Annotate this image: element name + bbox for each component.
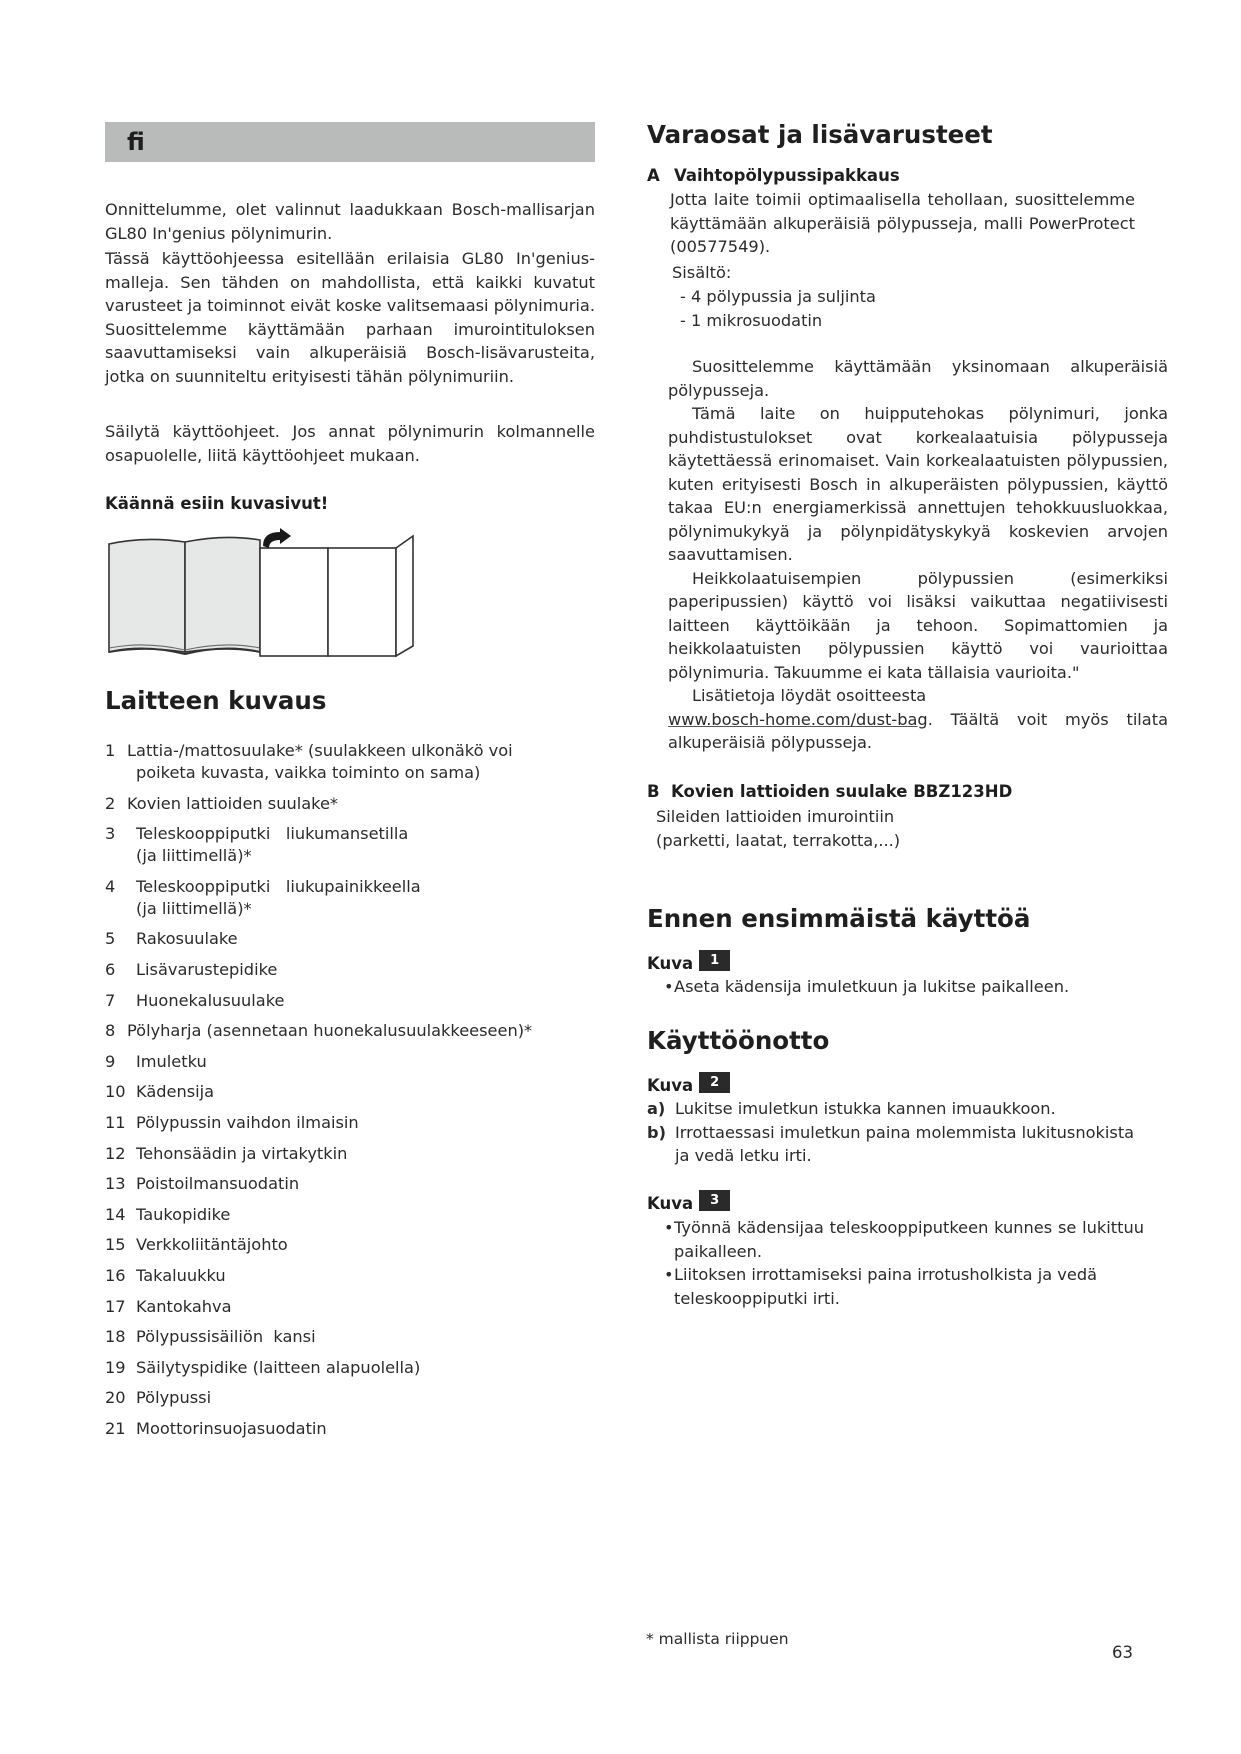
turn-arrow-icon [263,528,291,548]
figure-3-steps [664,1216,1144,1310]
more-info-paragraph: Lisätietoja löydät osoitteesta www.bosch-home.com/dust-bag. Täältä voit myös tilata alkuperäisiä pölypusseja. [668,686,1168,752]
step-b: b) Irrottaessasi imuletkun paina molemmista lukitusnokista ja vedä letku irti. [647,1122,1135,1165]
list-item: 10 Kädensija [105,1082,215,1102]
figure-3-reference: Kuva 3 [647,1190,730,1213]
spare-parts-title: Varaosat ja lisävarusteet [647,120,993,149]
bullet-step-2: • Liitoksen irrottamiseksi paina irrotusholkista ja vedä teleskooppiputki irti. [664,1263,1144,1310]
list-item: - 4 pölypussia ja suljinta [680,287,876,306]
keep-instructions [105,420,595,467]
parts-list [105,740,605,1448]
bullet-icon: • [664,1218,674,1237]
intro-paragraph-3: Säilytä käyttöohjeet. Jos annat pölynimurin kolmannelle osapuolelle, liitä käyttöohjeet mukaan. [105,422,595,465]
list-item: 11 Pölypussin vaihdon ilmaisin [105,1112,359,1132]
list-item: 19 Säilytyspidike (laitteen alapuolella) [105,1357,421,1377]
list-item: 17 Kantokahva [105,1296,232,1316]
first-use-step: • Aseta kädensija imuletkuun ja lukitse paikalleen. [664,975,1164,999]
list-item: 12 Tehonsäädin ja virtakytkin [105,1143,348,1163]
bullet-icon: • [664,1265,674,1284]
list-item: 13 Poistoilmansuodatin [105,1174,300,1194]
before-first-use-title: Ennen ensimmäistä käyttöä [647,904,1031,933]
figure-2-steps [647,1097,1147,1168]
list-item: 2 Kovien lattioiden suulake* [105,793,339,813]
contents-list [680,285,876,333]
bullet-step-1: • Työnnä kädensijaa teleskooppiputkeen kunnes se lukittuu paikalleen. [664,1216,1144,1263]
turn-pages-label: Käännä esiin kuvasivut! [105,494,329,513]
list-item: 3 Teleskooppiputki liukumansetilla (ja liittimellä)* [105,824,409,866]
recommend-paragraph-2: Tämä laite on huipputehokas pölynimuri, jonka puhdistustulokset ovat korkealaatuisia pölypusseja käytettäessä erinomaiset. Vain korkealaatuisten pölypussien, kuten erityisesti Bosch in alkuperäisten pölypussien, käyttö takaa EU:n energiamerkissä annettujen tehokkuusluokkaa, pölynimukykyä ja pölynpidätyskykyä koskevien arvojen saavuttamisen. [668,404,1168,564]
book-fold-out-illustration [105,528,425,668]
section-a-text: Jotta laite toimii optimaalisella tehollaan, suosittelemme käyttämään alkuperäisiä pölypusseja, malli PowerProtect (00577549). [670,190,1135,256]
list-item: 18 Pölypussisäiliön kansi [105,1327,316,1347]
language-header-band [105,122,595,162]
language-code: fi [127,128,145,156]
list-item: 7 Huonekalusuulake [105,990,285,1010]
list-item: 16 Takaluukku [105,1265,226,1285]
figure-number-badge: 2 [699,1072,730,1093]
figure-number-badge: 3 [699,1190,730,1211]
figure-number-badge: 1 [699,950,730,971]
section-b-text: Sileiden lattioiden imurointiin (parketti, laatat, terrakotta,...) [656,807,901,850]
bullet-icon: • [664,977,674,996]
list-item: 1 Lattia-/mattosuulake* (suulakkeen ulkonäkö voi poiketa kuvasta, vaikka toiminto on sama) [105,741,513,782]
device-description-title: Laitteen kuvaus [105,686,327,715]
figure-2-reference: Kuva 2 [647,1072,730,1095]
recommend-paragraph-1: Suosittelemme käyttämään yksinomaan alkuperäisiä pölypusseja. [668,357,1168,400]
list-item: 14 Taukopidike [105,1204,231,1224]
contents-label: Sisältö: [672,263,732,282]
recommendation-text [668,355,1168,755]
list-item: 9 Imuletku [105,1051,207,1071]
list-item: - 1 mikrosuodatin [680,311,823,330]
commissioning-title: Käyttöönotto [647,1026,830,1055]
intro-paragraph-1: Onnittelumme, olet valinnut laadukkaan Bosch-mallisarjan GL80 In'genius pölynimurin. [105,200,595,243]
intro-section [105,198,595,388]
dust-bag-link[interactable]: www.bosch-home.com/dust-bag [668,709,928,729]
figure-1-reference: Kuva 1 [647,950,730,973]
footnote: * mallista riippuen [646,1630,789,1648]
list-item: 5 Rakosuulake [105,929,238,949]
list-item: 6 Lisävarustepidike [105,959,278,979]
list-item: 20 Pölypussi [105,1388,212,1408]
section-a-heading: A Vaihtopölypussipakkaus [647,166,900,185]
list-item: 8 Pölyharja (asennetaan huonekalusuulakkeeseen)* [105,1021,533,1041]
book-icon [105,528,425,668]
list-item: 21 Moottorinsuojasuodatin [105,1418,327,1438]
step-a: a) Lukitse imuletkun istukka kannen imuaukkoon. [647,1099,1056,1118]
section-b-heading: B Kovien lattioiden suulake BBZ123HD [647,782,1013,801]
intro-paragraph-2: Tässä käyttöohjeessa esitellään erilaisia GL80 In'genius-malleja. Sen tähden on mahdollista, että kaikki kuvatut varusteet ja toiminnot eivät koske valitsemaasi pölynimuria. Suosittelemme käyttämään parhaan imurointituloksen saavuttamiseksi vain alkuperäisiä Bosch-lisävarusteita, jotka on suunniteltu erityisesti tähän pölynimuriin. [105,249,595,386]
page-number: 63 [1112,1643,1133,1662]
recommend-paragraph-3: Heikkolaatuisempien pölypussien (esimerkiksi paperipussien) käyttö voi lisäksi vaikuttaa negatiivisesti laitteen käyttöikään ja tehoon. Sopimattomien ja heikkolaatuisten pölypussien käyttö voi vaurioittaa pölynimuria. Takuumme ei kata tällaisia vaurioita." [668,568,1168,682]
list-item: 15 Verkkoliitäntäjohto [105,1235,288,1255]
list-item: 4 Teleskooppiputki liukupainikkeella (ja liittimellä)* [105,876,421,918]
